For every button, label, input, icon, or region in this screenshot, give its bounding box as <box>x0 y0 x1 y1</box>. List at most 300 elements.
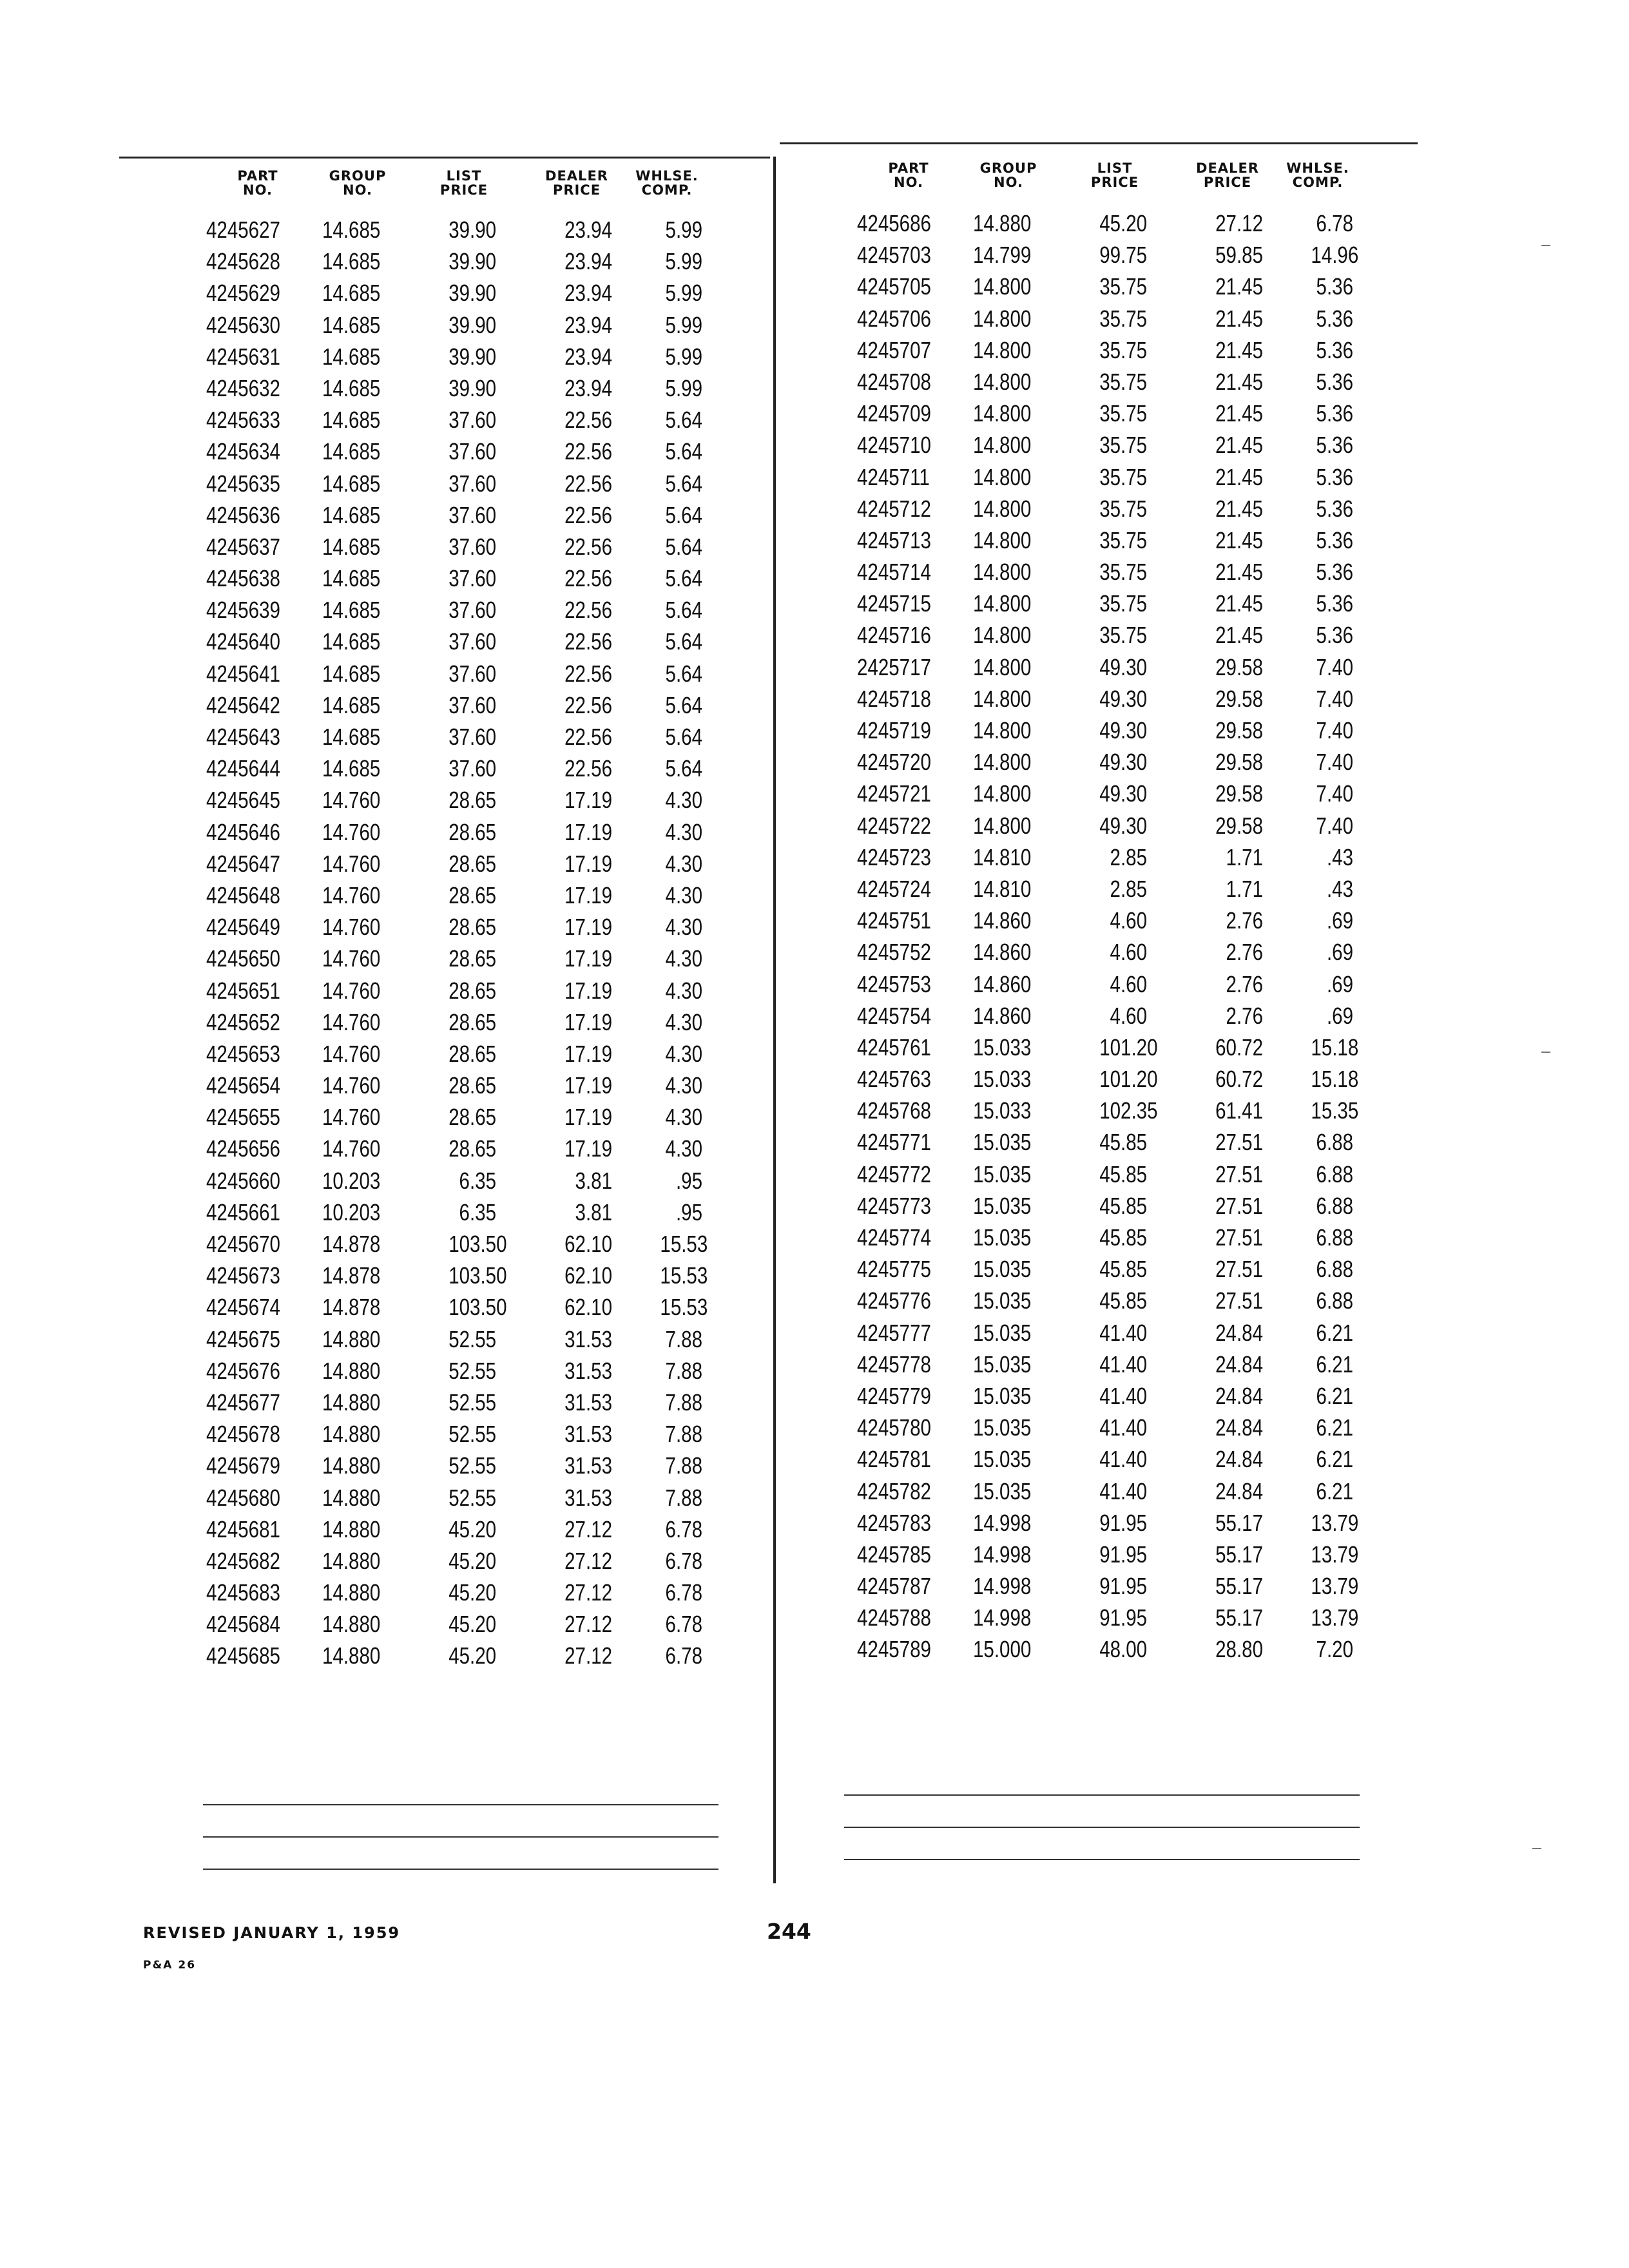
list-price-cell: 102.35 <box>1099 1097 1158 1124</box>
list-price-cell: 39.90 <box>448 216 497 243</box>
part-no-cell: 4245635 <box>206 470 280 497</box>
list-price-cell: 52.55 <box>448 1325 497 1352</box>
part-no-cell: 4245774 <box>857 1224 931 1251</box>
part-no-cell: 4245639 <box>206 597 280 624</box>
group-no-cell: 14.860 <box>973 970 1032 997</box>
part-no-cell: 4245753 <box>857 970 931 997</box>
header-dealer-price: DEALER PRICE <box>545 168 608 198</box>
list-price-cell: 2.85 <box>1110 843 1147 870</box>
list-price-cell: 28.65 <box>448 818 497 845</box>
list-price-cell: 49.30 <box>1099 749 1148 776</box>
whlse-comp-cell: 5.99 <box>665 248 702 275</box>
part-no-cell: 4245683 <box>206 1579 280 1606</box>
list-price-cell: 4.60 <box>1110 970 1147 997</box>
part-no-cell: 4245783 <box>857 1509 931 1536</box>
list-price-cell: 39.90 <box>448 343 497 370</box>
whlse-comp-cell: 4.30 <box>665 787 702 814</box>
group-no-cell: 14.880 <box>322 1357 381 1384</box>
part-no-cell: 4245628 <box>206 248 280 275</box>
whlse-comp-cell: 4.30 <box>665 818 702 845</box>
whlse-comp-cell: 6.88 <box>1316 1224 1353 1251</box>
dealer-price-cell: 27.51 <box>1215 1287 1263 1314</box>
part-no-cell: 4245711 <box>857 463 930 490</box>
part-no-cell: 4245776 <box>857 1287 931 1314</box>
whlse-comp-cell: 6.88 <box>1316 1160 1353 1187</box>
part-no-cell: 4245708 <box>857 368 931 395</box>
margin-mark <box>1541 1052 1550 1053</box>
part-no-cell: 4245670 <box>206 1231 280 1257</box>
whlse-comp-cell: 4.30 <box>665 1135 702 1162</box>
dealer-price-cell: 2.76 <box>1226 907 1263 934</box>
whlse-comp-cell: 6.21 <box>1316 1446 1353 1473</box>
group-no-cell: 15.035 <box>973 1129 1032 1156</box>
dealer-price-cell: 17.19 <box>564 914 612 941</box>
dealer-price-cell: 22.56 <box>564 628 612 655</box>
dealer-price-cell: 22.56 <box>564 470 612 497</box>
list-price-cell: 49.30 <box>1099 780 1148 807</box>
group-no-cell: 14.685 <box>322 343 381 370</box>
list-price-cell: 49.30 <box>1099 717 1148 744</box>
part-no-cell: 4245789 <box>857 1636 931 1663</box>
part-no-cell: 4245761 <box>857 1033 931 1061</box>
group-no-cell: 14.998 <box>973 1541 1032 1568</box>
group-no-cell: 14.880 <box>322 1452 381 1479</box>
group-no-cell: 14.685 <box>322 597 381 624</box>
list-price-cell: 103.50 <box>448 1231 507 1257</box>
dealer-price-cell: 23.94 <box>564 280 612 307</box>
dealer-price-cell: 21.45 <box>1215 400 1263 427</box>
dealer-price-cell: 23.94 <box>564 248 612 275</box>
top-rule-right <box>780 142 1418 144</box>
part-no-cell: 4245684 <box>206 1611 280 1638</box>
dealer-price-cell: 22.56 <box>564 438 612 465</box>
dealer-price-cell: 24.84 <box>1215 1382 1263 1409</box>
dealer-price-cell: 17.19 <box>564 881 612 908</box>
whlse-comp-cell: 7.20 <box>1316 1636 1353 1663</box>
part-no-cell: 4245681 <box>206 1515 280 1542</box>
part-no-cell: 4245634 <box>206 438 280 465</box>
dealer-price-cell: 24.84 <box>1215 1319 1263 1346</box>
part-no-cell: 4245752 <box>857 939 931 966</box>
list-price-cell: 28.65 <box>448 1040 497 1067</box>
whlse-comp-cell: 5.99 <box>665 216 702 243</box>
list-price-cell: 103.50 <box>448 1294 507 1321</box>
dealer-price-cell: 17.19 <box>564 850 612 877</box>
margin-mark <box>1541 245 1550 246</box>
group-no-cell: 15.035 <box>973 1414 1032 1441</box>
header-part-no: PART NO. <box>888 160 929 190</box>
dealer-price-cell: 29.58 <box>1215 653 1263 680</box>
dealer-price-cell: 27.51 <box>1215 1192 1263 1219</box>
list-price-cell: 35.75 <box>1099 495 1148 522</box>
list-price-cell: 45.20 <box>1099 210 1148 236</box>
list-price-cell: 37.60 <box>448 533 497 560</box>
dealer-price-cell: 31.53 <box>564 1421 612 1448</box>
whlse-comp-cell: .43 <box>1326 875 1353 902</box>
list-price-cell: 35.75 <box>1099 305 1148 332</box>
whlse-comp-cell: 5.64 <box>665 470 702 497</box>
part-no-cell: 4245772 <box>857 1160 931 1187</box>
dealer-price-cell: 31.53 <box>564 1484 612 1511</box>
list-price-cell: 52.55 <box>448 1484 497 1511</box>
whlse-comp-cell: 5.99 <box>665 311 702 338</box>
whlse-comp-cell: 7.88 <box>665 1389 702 1416</box>
list-price-cell: 35.75 <box>1099 336 1148 363</box>
whlse-comp-cell: 5.64 <box>665 660 702 687</box>
whlse-comp-cell: 14.96 <box>1311 242 1359 269</box>
dealer-price-cell: 31.53 <box>564 1389 612 1416</box>
list-price-cell: 2.85 <box>1110 875 1147 902</box>
whlse-comp-cell: 6.78 <box>665 1642 702 1669</box>
whlse-comp-cell: 6.78 <box>665 1579 702 1606</box>
dealer-price-cell: 1.71 <box>1226 843 1263 870</box>
list-price-cell: 4.60 <box>1110 1002 1147 1029</box>
whlse-comp-cell: 6.78 <box>665 1515 702 1542</box>
whlse-comp-cell: 15.53 <box>660 1262 708 1289</box>
list-price-cell: 39.90 <box>448 311 497 338</box>
whlse-comp-cell: 6.78 <box>665 1547 702 1574</box>
list-price-cell: 45.85 <box>1099 1256 1148 1283</box>
group-no-cell: 14.880 <box>322 1611 381 1638</box>
group-no-cell: 14.800 <box>973 717 1032 744</box>
part-no-cell: 4245679 <box>206 1452 280 1479</box>
dealer-price-cell: 23.94 <box>564 216 612 243</box>
whlse-comp-cell: 7.88 <box>665 1484 702 1511</box>
list-price-cell: 52.55 <box>448 1357 497 1384</box>
list-price-cell: 6.35 <box>459 1167 496 1194</box>
whlse-comp-cell: 13.79 <box>1311 1604 1359 1631</box>
list-price-cell: 37.60 <box>448 597 497 624</box>
part-no-cell: 2425717 <box>857 653 931 680</box>
list-price-cell: 91.95 <box>1099 1541 1148 1568</box>
group-no-cell: 14.760 <box>322 945 381 972</box>
whlse-comp-cell: .69 <box>1326 1002 1353 1029</box>
part-no-cell: 4245718 <box>857 685 931 712</box>
group-no-cell: 14.685 <box>322 216 381 243</box>
list-price-cell: 28.65 <box>448 787 497 814</box>
list-price-cell: 52.55 <box>448 1452 497 1479</box>
whlse-comp-cell: 15.18 <box>1311 1066 1359 1093</box>
dealer-price-cell: 17.19 <box>564 1072 612 1099</box>
dealer-price-cell: 3.81 <box>575 1198 612 1225</box>
group-no-cell: 14.760 <box>322 1072 381 1099</box>
dealer-price-cell: 62.10 <box>564 1262 612 1289</box>
list-price-cell: 35.75 <box>1099 559 1148 586</box>
list-price-cell: 37.60 <box>448 501 497 528</box>
dealer-price-cell: 17.19 <box>564 1040 612 1067</box>
group-no-cell: 14.760 <box>322 1008 381 1035</box>
group-no-cell: 14.880 <box>322 1547 381 1574</box>
dealer-price-cell: 17.19 <box>564 1104 612 1131</box>
part-no-cell: 4245709 <box>857 400 931 427</box>
part-no-cell: 4245636 <box>206 501 280 528</box>
dealer-price-cell: 24.84 <box>1215 1477 1263 1504</box>
whlse-comp-cell: .69 <box>1326 939 1353 966</box>
list-price-cell: 41.40 <box>1099 1477 1148 1504</box>
whlse-comp-cell: 15.18 <box>1311 1033 1359 1061</box>
dealer-price-cell: 22.56 <box>564 533 612 560</box>
header-dealer-price: DEALER PRICE <box>1196 160 1259 190</box>
part-no-cell: 4245633 <box>206 407 280 434</box>
whlse-comp-cell: 6.21 <box>1316 1350 1353 1378</box>
list-price-cell: 28.65 <box>448 1104 497 1131</box>
group-no-cell: 14.685 <box>322 248 381 275</box>
list-price-cell: 37.60 <box>448 470 497 497</box>
whlse-comp-cell: 15.35 <box>1311 1097 1359 1124</box>
whlse-comp-cell: 5.36 <box>1316 432 1353 459</box>
part-no-cell: 4245754 <box>857 1002 931 1029</box>
dealer-price-cell: 60.72 <box>1215 1066 1263 1093</box>
part-no-cell: 4245631 <box>206 343 280 370</box>
dealer-price-cell: 17.19 <box>564 787 612 814</box>
part-no-cell: 4245705 <box>857 273 931 300</box>
group-no-cell: 14.685 <box>322 501 381 528</box>
part-no-cell: 4245785 <box>857 1541 931 1568</box>
group-no-cell: 14.685 <box>322 755 381 782</box>
part-no-cell: 4245721 <box>857 780 931 807</box>
list-price-cell: 41.40 <box>1099 1319 1148 1346</box>
part-no-cell: 4245673 <box>206 1262 280 1289</box>
dealer-price-cell: 22.56 <box>564 565 612 592</box>
list-price-cell: 49.30 <box>1099 812 1148 839</box>
dealer-price-cell: 27.51 <box>1215 1160 1263 1187</box>
whlse-comp-cell: 4.30 <box>665 914 702 941</box>
whlse-comp-cell: 7.40 <box>1316 780 1353 807</box>
whlse-comp-cell: 13.79 <box>1311 1541 1359 1568</box>
part-no-cell: 4245788 <box>857 1604 931 1631</box>
part-no-cell: 4245649 <box>206 914 280 941</box>
whlse-comp-cell: 7.40 <box>1316 812 1353 839</box>
whlse-comp-cell: 6.88 <box>1316 1192 1353 1219</box>
group-no-cell: 10.203 <box>322 1167 381 1194</box>
list-price-cell: 45.85 <box>1099 1192 1148 1219</box>
group-no-cell: 15.035 <box>973 1382 1032 1409</box>
list-price-cell: 52.55 <box>448 1389 497 1416</box>
list-price-cell: 41.40 <box>1099 1350 1148 1378</box>
dealer-price-cell: 21.45 <box>1215 305 1263 332</box>
part-no-cell: 4245779 <box>857 1382 931 1409</box>
list-price-cell: 35.75 <box>1099 526 1148 553</box>
dealer-price-cell: 27.12 <box>564 1642 612 1669</box>
dealer-price-cell: 27.12 <box>564 1579 612 1606</box>
part-no-cell: 4245678 <box>206 1421 280 1448</box>
dealer-price-cell: 55.17 <box>1215 1573 1263 1600</box>
list-price-cell: 99.75 <box>1099 242 1148 269</box>
group-no-cell: 14.800 <box>973 400 1032 427</box>
list-price-cell: 45.85 <box>1099 1129 1148 1156</box>
group-no-cell: 15.035 <box>973 1446 1032 1473</box>
dealer-price-cell: 27.12 <box>564 1547 612 1574</box>
part-no-cell: 4245682 <box>206 1547 280 1574</box>
group-no-cell: 15.035 <box>973 1350 1032 1378</box>
whlse-comp-cell: 5.64 <box>665 501 702 528</box>
dealer-price-cell: 23.94 <box>564 311 612 338</box>
list-price-cell: 91.95 <box>1099 1509 1148 1536</box>
column-divider <box>773 157 776 1883</box>
list-price-cell: 91.95 <box>1099 1604 1148 1631</box>
list-price-cell: 28.65 <box>448 977 497 1004</box>
part-no-cell: 4245777 <box>857 1319 931 1346</box>
list-price-cell: 45.85 <box>1099 1224 1148 1251</box>
group-no-cell: 14.800 <box>973 273 1032 300</box>
dealer-price-cell: 1.71 <box>1226 875 1263 902</box>
part-no-cell: 4245650 <box>206 945 280 972</box>
list-price-cell: 28.65 <box>448 881 497 908</box>
group-no-cell: 14.800 <box>973 526 1032 553</box>
group-no-cell: 14.800 <box>973 622 1032 649</box>
list-price-cell: 28.65 <box>448 850 497 877</box>
group-no-cell: 14.800 <box>973 685 1032 712</box>
dealer-price-cell: 21.45 <box>1215 463 1263 490</box>
group-no-cell: 14.800 <box>973 653 1032 680</box>
whlse-comp-cell: 7.88 <box>665 1357 702 1384</box>
part-no-cell: 4245656 <box>206 1135 280 1162</box>
part-no-cell: 4245723 <box>857 843 931 870</box>
group-no-cell: 14.800 <box>973 749 1032 776</box>
whlse-comp-cell: 6.78 <box>1316 210 1353 236</box>
dealer-price-cell: 55.17 <box>1215 1541 1263 1568</box>
list-price-cell: 41.40 <box>1099 1382 1148 1409</box>
whlse-comp-cell: 7.40 <box>1316 653 1353 680</box>
part-no-cell: 4245686 <box>857 210 931 236</box>
dealer-price-cell: 27.12 <box>564 1611 612 1638</box>
part-no-cell: 4245647 <box>206 850 280 877</box>
part-no-cell: 4245720 <box>857 749 931 776</box>
whlse-comp-cell: 5.36 <box>1316 400 1353 427</box>
list-price-cell: 48.00 <box>1099 1636 1148 1663</box>
whlse-comp-cell: 7.88 <box>665 1452 702 1479</box>
header-whlse-comp: WHLSE. COMP. <box>1286 160 1349 190</box>
group-no-cell: 14.880 <box>322 1484 381 1511</box>
dealer-price-cell: 17.19 <box>564 1135 612 1162</box>
list-price-cell: 35.75 <box>1099 463 1148 490</box>
dealer-price-cell: 29.58 <box>1215 812 1263 839</box>
part-no-cell: 4245651 <box>206 977 280 1004</box>
part-no-cell: 4245768 <box>857 1097 931 1124</box>
part-no-cell: 4245775 <box>857 1256 931 1283</box>
part-no-cell: 4245638 <box>206 565 280 592</box>
header-group-no: GROUP NO. <box>329 168 387 198</box>
group-no-cell: 14.760 <box>322 818 381 845</box>
group-no-cell: 14.880 <box>322 1579 381 1606</box>
list-price-cell: 37.60 <box>448 755 497 782</box>
list-price-cell: 28.65 <box>448 1135 497 1162</box>
whlse-comp-cell: 5.36 <box>1316 559 1353 586</box>
part-no-cell: 4245642 <box>206 691 280 718</box>
page-number: 244 <box>767 1919 811 1944</box>
form-code: P&A 26 <box>143 1959 197 1972</box>
part-no-cell: 4245644 <box>206 755 280 782</box>
dealer-price-cell: 21.45 <box>1215 432 1263 459</box>
whlse-comp-cell: 6.88 <box>1316 1129 1353 1156</box>
whlse-comp-cell: .69 <box>1326 907 1353 934</box>
list-price-cell: 39.90 <box>448 248 497 275</box>
group-no-cell: 15.035 <box>973 1477 1032 1504</box>
list-price-cell: 52.55 <box>448 1421 497 1448</box>
part-no-cell: 4245712 <box>857 495 931 522</box>
part-no-cell: 4245661 <box>206 1198 280 1225</box>
dealer-price-cell: 21.45 <box>1215 622 1263 649</box>
list-price-cell: 49.30 <box>1099 653 1148 680</box>
top-rule-left <box>119 157 770 159</box>
dealer-price-cell: 2.76 <box>1226 970 1263 997</box>
group-no-cell: 10.203 <box>322 1198 381 1225</box>
whlse-comp-cell: 5.36 <box>1316 463 1353 490</box>
list-price-cell: 28.65 <box>448 1072 497 1099</box>
whlse-comp-cell: .43 <box>1326 843 1353 870</box>
part-no-cell: 4245751 <box>857 907 931 934</box>
whlse-comp-cell: 5.64 <box>665 691 702 718</box>
whlse-comp-cell: 4.30 <box>665 850 702 877</box>
whlse-comp-cell: 5.64 <box>665 407 702 434</box>
dealer-price-cell: 27.12 <box>564 1515 612 1542</box>
list-price-cell: 45.20 <box>448 1611 497 1638</box>
part-no-cell: 4245763 <box>857 1066 931 1093</box>
group-no-cell: 14.878 <box>322 1231 381 1257</box>
dealer-price-cell: 21.45 <box>1215 559 1263 586</box>
list-price-cell: 4.60 <box>1110 939 1147 966</box>
part-no-cell: 4245640 <box>206 628 280 655</box>
whlse-comp-cell: 5.36 <box>1316 368 1353 395</box>
dealer-price-cell: 59.85 <box>1215 242 1263 269</box>
group-no-cell: 14.800 <box>973 432 1032 459</box>
part-no-cell: 4245707 <box>857 336 931 363</box>
list-price-cell: 35.75 <box>1099 432 1148 459</box>
part-no-cell: 4245716 <box>857 622 931 649</box>
whlse-comp-cell: 7.40 <box>1316 749 1353 776</box>
list-price-cell: 49.30 <box>1099 685 1148 712</box>
dealer-price-cell: 31.53 <box>564 1452 612 1479</box>
whlse-comp-cell: 4.30 <box>665 945 702 972</box>
dealer-price-cell: 21.45 <box>1215 368 1263 395</box>
whlse-comp-cell: 5.36 <box>1316 305 1353 332</box>
group-no-cell: 14.800 <box>973 463 1032 490</box>
whlse-comp-cell: 6.21 <box>1316 1477 1353 1504</box>
whlse-comp-cell: 15.53 <box>660 1294 708 1321</box>
dealer-price-cell: 62.10 <box>564 1231 612 1257</box>
list-price-cell: 37.60 <box>448 565 497 592</box>
whlse-comp-cell: 7.40 <box>1316 685 1353 712</box>
group-no-cell: 14.800 <box>973 305 1032 332</box>
list-price-cell: 103.50 <box>448 1262 507 1289</box>
whlse-comp-cell: 4.30 <box>665 1104 702 1131</box>
whlse-comp-cell: 7.88 <box>665 1325 702 1352</box>
list-price-cell: 35.75 <box>1099 622 1148 649</box>
dealer-price-cell: 27.51 <box>1215 1256 1263 1283</box>
dealer-price-cell: 23.94 <box>564 374 612 401</box>
group-no-cell: 14.860 <box>973 939 1032 966</box>
group-no-cell: 15.033 <box>973 1097 1032 1124</box>
dealer-price-cell: 55.17 <box>1215 1604 1263 1631</box>
group-no-cell: 14.800 <box>973 559 1032 586</box>
part-no-cell: 4245674 <box>206 1294 280 1321</box>
list-price-cell: 37.60 <box>448 660 497 687</box>
list-price-cell: 28.65 <box>448 1008 497 1035</box>
whlse-comp-cell: 5.36 <box>1316 495 1353 522</box>
whlse-comp-cell: 5.64 <box>665 597 702 624</box>
dealer-price-cell: 23.94 <box>564 343 612 370</box>
group-no-cell: 14.685 <box>322 565 381 592</box>
header-part-no: PART NO. <box>237 168 278 198</box>
group-no-cell: 14.800 <box>973 495 1032 522</box>
group-no-cell: 14.810 <box>973 843 1032 870</box>
whlse-comp-cell: 5.36 <box>1316 273 1353 300</box>
list-price-cell: 45.20 <box>448 1642 497 1669</box>
group-no-cell: 14.800 <box>973 812 1032 839</box>
list-price-cell: 45.20 <box>448 1515 497 1542</box>
part-no-cell: 4245627 <box>206 216 280 243</box>
group-no-cell: 14.685 <box>322 374 381 401</box>
